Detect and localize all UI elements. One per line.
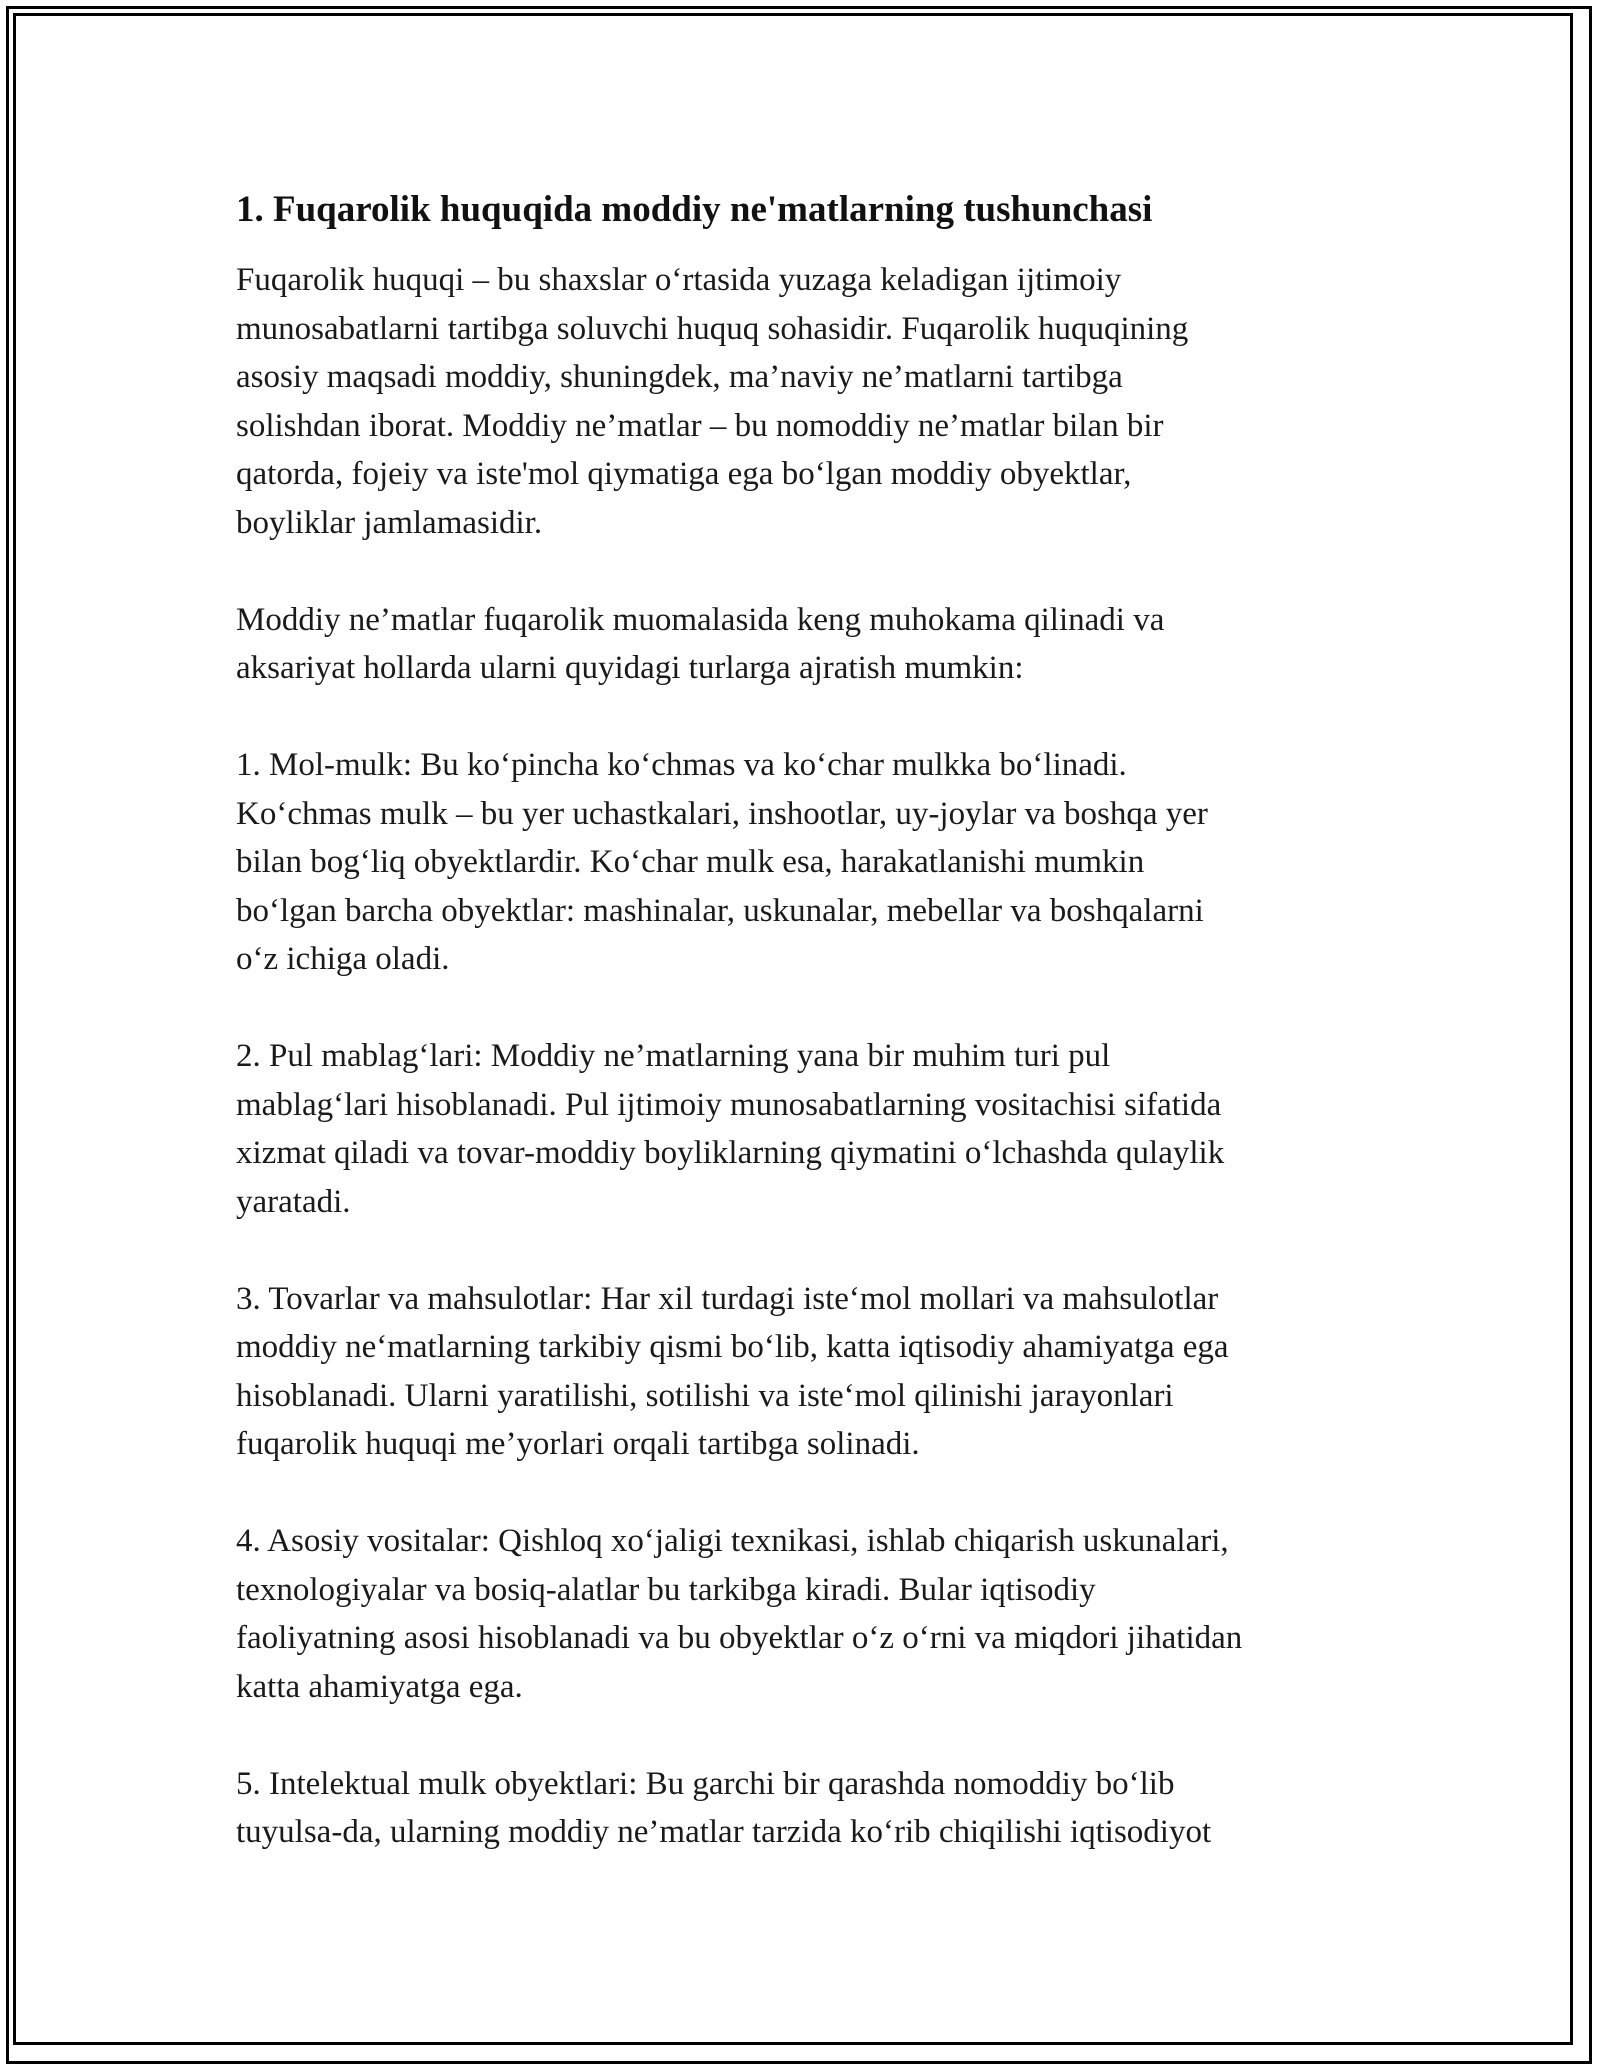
text-line: xizmat qiladi va tovar-moddiy boyliklarning qiymatini o‘lchashda qulaylik: [236, 1135, 1225, 1171]
text-line: yaratadi.: [236, 1183, 351, 1220]
text-line: Moddiy ne’matlar fuqarolik muomalasida keng muhokama qilinadi va: [236, 601, 1165, 638]
paragraph-item-goods: [236, 1275, 1366, 1469]
text-line: Ko‘chmas mulk – bu yer uchastkalari, inshootlar, uy-joylar va boshqa yer: [236, 795, 1208, 832]
paragraph-types-intro: [236, 596, 1366, 693]
text-line: faoliyatning asosi hisoblanadi va bu obyektlar o‘z o‘rni va miqdori jihatidan: [236, 1620, 1243, 1656]
text-line: texnologiyalar va bosiq-alatlar bu tarkibga kiradi. Bular iqtisodiy: [236, 1571, 1096, 1608]
text-line: o‘z ichiga oladi.: [236, 941, 450, 977]
text-line: 3. Tovarlar va mahsulotlar: Har xil turdagi iste‘mol mollari va mahsulotlar: [236, 1280, 1219, 1317]
text-line: asosiy maqsadi moddiy, shuningdek, ma’naviy ne’matlarni tartibga: [236, 359, 1123, 395]
text-line: 2. Pul mablag‘lari: Moddiy ne’matlarning yana bir muhim turi pul: [236, 1038, 1111, 1074]
text-line: moddiy ne‘matlarning tarkibiy qismi bo‘lib, katta iqtisodiy ahamiyatga ega: [236, 1329, 1229, 1365]
text-line: tuyulsa-da, ularning moddiy ne’matlar tarzida ko‘rib chiqilishi iqtisodiyot: [236, 1814, 1212, 1850]
text-line: 4. Asosiy vositalar: Qishloq xo‘jaligi texnikasi, ishlab chiqarish uskunalari,: [236, 1523, 1229, 1559]
text-line: solishdan iborat. Moddiy ne’matlar – bu nomoddiy ne’matlar bilan bir: [236, 407, 1164, 444]
text-line: fuqarolik huquqi me’yorlari orqali tartibga solinadi.: [236, 1426, 920, 1462]
text-line: boyliklar jamlamasidir.: [236, 504, 543, 541]
document-body: [236, 186, 1366, 1905]
paragraph-item-fixed-assets: [236, 1517, 1366, 1711]
text-line: mablag‘lari hisoblanadi. Pul ijtimoiy munosabatlarning vositachisi sifatida: [236, 1086, 1222, 1123]
text-line: katta ahamiyatga ega.: [236, 1668, 523, 1705]
text-line: 1. Mol-mulk: Bu ko‘pincha ko‘chmas va ko‘char mulkka bo‘linadi.: [236, 747, 1127, 783]
text-line: aksariyat hollarda ularni quyidagi turlarga ajratish mumkin:: [236, 650, 1024, 686]
text-line: munosabatlarni tartibga soluvchi huquq sohasidir. Fuqarolik huquqining: [236, 310, 1189, 347]
text-line: 5. Intelektual mulk obyektlari: Bu garchi bir qarashda nomoddiy bo‘lib: [236, 1765, 1175, 1802]
text-line: Fuqarolik huquqi – bu shaxslar o‘rtasida yuzaga keladigan ijtimoiy: [236, 262, 1122, 298]
text-line: hisoblanadi. Ularni yaratilishi, sotilishi va iste‘mol qilinishi jarayonlari: [236, 1377, 1174, 1414]
text-line: bilan bog‘liq obyektlardir. Ko‘char mulk esa, harakatlanishi mumkin: [236, 844, 1145, 880]
paragraph-item-property: [236, 741, 1366, 984]
paragraph-item-money: [236, 1032, 1366, 1226]
text-line: bo‘lgan barcha obyektlar: mashinalar, uskunalar, mebellar va boshqalarni: [236, 892, 1204, 929]
section-heading: 1. Fuqarolik huquqida moddiy ne'matlarning tushunchasi: [236, 189, 1153, 230]
paragraph-intro: [236, 256, 1366, 547]
paragraph-item-intellectual-property: [236, 1760, 1366, 1857]
text-line: qatorda, fojeiy va iste'mol qiymatiga ega bo‘lgan moddiy obyektlar,: [236, 456, 1132, 492]
